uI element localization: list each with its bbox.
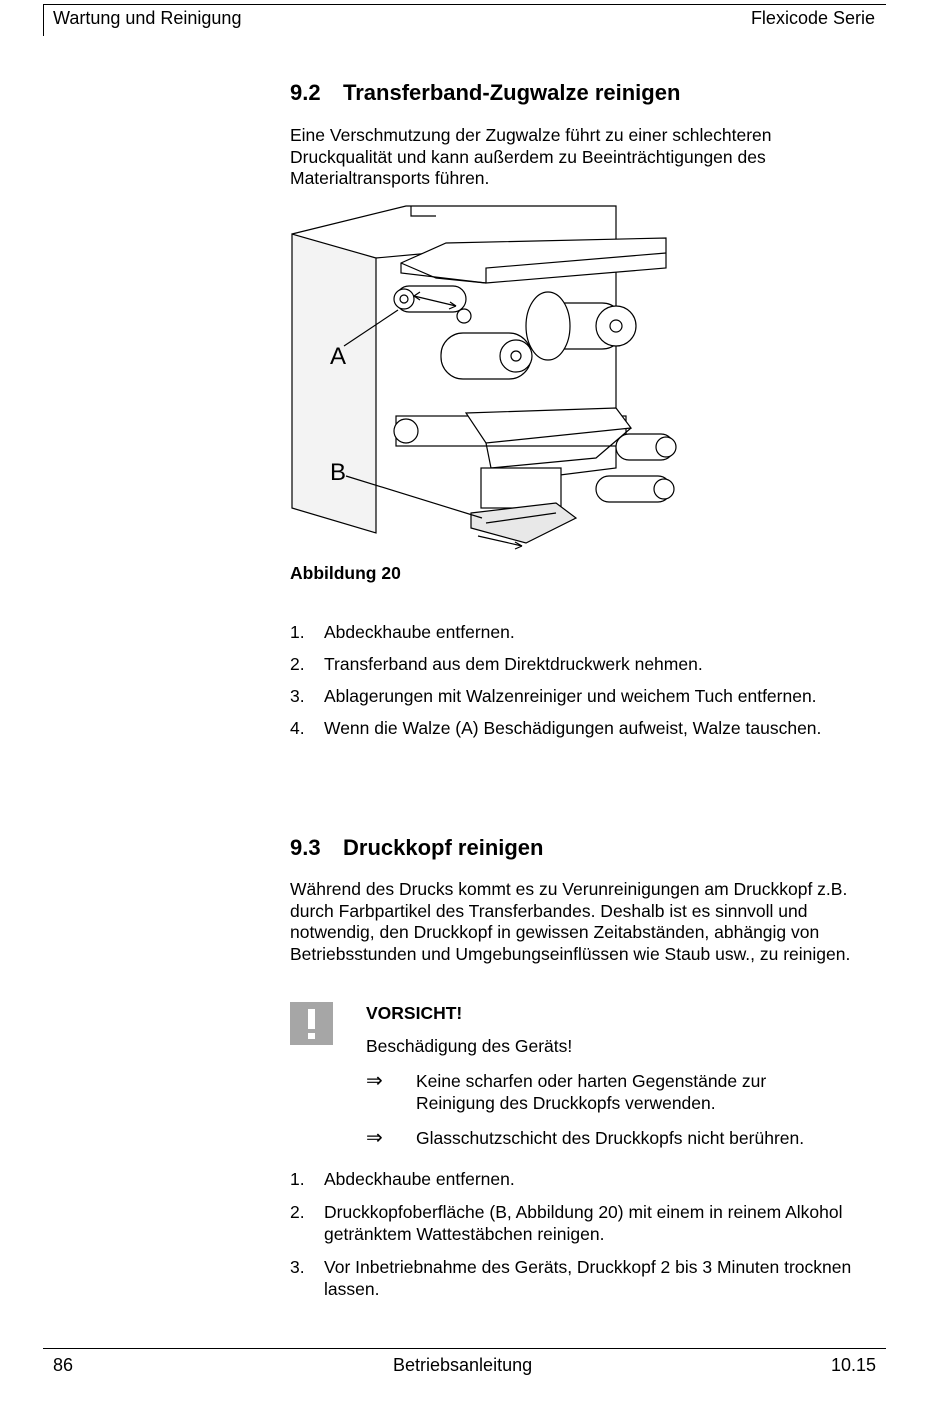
step-number: 2.	[290, 1202, 305, 1222]
step-text: Abdeckhaube entfernen.	[324, 622, 515, 642]
footer-rule	[43, 1348, 886, 1349]
list-item	[290, 1256, 854, 1300]
caution-item-text: Glasschutzschicht des Druckkopfs nicht berühren.	[416, 1128, 805, 1148]
section-number: 9.3	[290, 835, 321, 860]
list-item	[290, 1168, 880, 1190]
caution-item	[366, 1070, 846, 1114]
header-product: Flexicode Serie	[750, 8, 875, 28]
list-item	[290, 717, 880, 739]
figure-label-b: B	[330, 459, 347, 486]
caution-item-text: Keine scharfen oder harten Gegenstände zur Reinigung des Druckkopfs verwenden.	[416, 1071, 767, 1113]
step-number: 2.	[290, 654, 305, 674]
step-text: Ablagerungen mit Walzenreiniger und weichem Tuch entfernen.	[324, 686, 817, 706]
section-title: Transferband-Zugwalze reinigen	[343, 80, 681, 105]
list-item	[290, 621, 880, 643]
section-9-2-steps	[290, 621, 880, 739]
caution-item	[366, 1127, 846, 1149]
section-intro: Eine Verschmutzung der Zugwalze führt zu einer schlechteren Druckqualität und kann außerdem zu Beeinträchtigungen des Materialtransports führen.	[290, 125, 772, 188]
caution-text: Beschädigung des Geräts!	[366, 1036, 573, 1056]
arrow-right-icon: ⇒	[366, 1127, 383, 1149]
step-number: 3.	[290, 1257, 305, 1277]
figure-label-a: A	[330, 343, 347, 370]
printer-mechanism-illustration	[286, 198, 686, 553]
step-text: Wenn die Walze (A) Beschädigungen aufweist, Walze tauschen.	[324, 718, 822, 738]
list-item	[290, 685, 880, 707]
page-number: 86	[53, 1355, 74, 1375]
list-item	[290, 1201, 854, 1245]
step-text: Transferband aus dem Direktdruckwerk nehmen.	[324, 654, 703, 674]
step-number: 1.	[290, 1169, 305, 1189]
section-heading-9-3	[290, 835, 543, 861]
section-heading-9-2	[290, 80, 680, 106]
arrow-right-icon: ⇒	[366, 1070, 383, 1092]
figure-caption: Abbildung 20	[290, 563, 401, 583]
footer-title: Betriebsanleitung	[393, 1355, 533, 1375]
step-number: 1.	[290, 622, 305, 642]
section-intro: Während des Drucks kommt es zu Verunreinigungen am Druckkopf z.B. durch Farbpartikel des Transferbandes. Deshalb ist es sinnvoll und notwendig, den Druckkopf in gewissen Zeitabständen, abhängig von Betriebsstunden und Umgebungseinflüssen wie Staub usw., zu reinigen.	[290, 879, 851, 964]
footer-version: 10.15	[830, 1355, 876, 1375]
step-text: Abdeckhaube entfernen.	[324, 1169, 515, 1189]
section-9-3-steps	[290, 1168, 880, 1300]
step-number: 4.	[290, 718, 305, 738]
list-item	[290, 653, 880, 675]
step-number: 3.	[290, 686, 305, 706]
step-text: Druckkopfoberfläche (B, Abbildung 20) mit einem in reinem Alkohol getränktem Wattestäbchen reinigen.	[324, 1202, 843, 1244]
exclamation-icon	[290, 1002, 333, 1045]
caution-title: VORSICHT!	[366, 1003, 463, 1023]
header-side-rule	[43, 4, 44, 36]
section-number: 9.2	[290, 80, 321, 105]
step-text: Vor Inbetriebnahme des Geräts, Druckkopf 2 bis 3 Minuten trocknen lassen.	[324, 1257, 852, 1299]
header-chapter: Wartung und Reinigung	[53, 8, 242, 28]
header-rule	[43, 4, 886, 5]
figure-printer-mechanism	[286, 198, 686, 553]
section-title: Druckkopf reinigen	[343, 835, 544, 860]
